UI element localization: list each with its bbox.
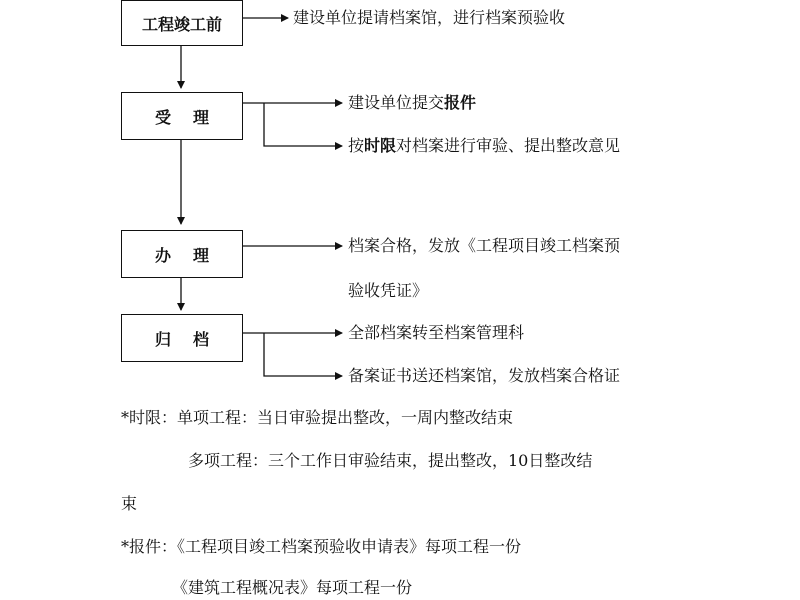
note-text: 备案证书送还档案馆，发放档案合格证 (348, 366, 621, 385)
step-label: 归档 (154, 329, 231, 349)
reports-line-1: *报件：《工程项目竣工档案预验收申请表》每项工程一份 (121, 537, 522, 556)
step-note (348, 366, 620, 386)
step-label: 办理 (154, 245, 231, 265)
step-note (348, 236, 620, 256)
step-note (348, 93, 476, 113)
step-box-archive (121, 314, 243, 362)
step-box-accept (121, 92, 243, 140)
note-text: 验收凭证》 (348, 281, 429, 300)
note-text: 对档案进行审验、提出整改意见 (396, 136, 621, 155)
reports-line-2: 《建筑工程概况表》每项工程一份 (172, 578, 413, 597)
side-arrow-2b (264, 103, 342, 146)
note-text: 按 (348, 136, 365, 155)
step-note (348, 136, 620, 156)
step-note (293, 8, 565, 28)
step-label: 工程竣工前 (141, 14, 222, 34)
time-limit-line-1: *时限：单项工程：当日审验提出整改，一周内整改结束 (121, 408, 514, 427)
note-bold-text: 时限 (364, 136, 397, 155)
note-text: 建设单位提请档案馆，进行档案预验收 (293, 8, 566, 27)
step-note-continued (348, 281, 428, 301)
step-box-before-completion (121, 0, 243, 46)
note-text: 建设单位提交 (348, 93, 445, 112)
side-arrow-4b (264, 333, 342, 376)
time-limit-line-2: 多项工程：三个工作日审验结束，提出整改，10日整改结 (188, 451, 593, 470)
step-note (348, 323, 524, 343)
step-label: 受理 (154, 107, 231, 127)
step-box-process (121, 230, 243, 278)
time-limit-line-3: 束 (121, 494, 138, 513)
note-bold-text: 报件 (444, 93, 477, 112)
note-text: 档案合格，发放《工程项目竣工档案预 (348, 236, 621, 255)
note-text: 全部档案转至档案管理科 (348, 323, 525, 342)
